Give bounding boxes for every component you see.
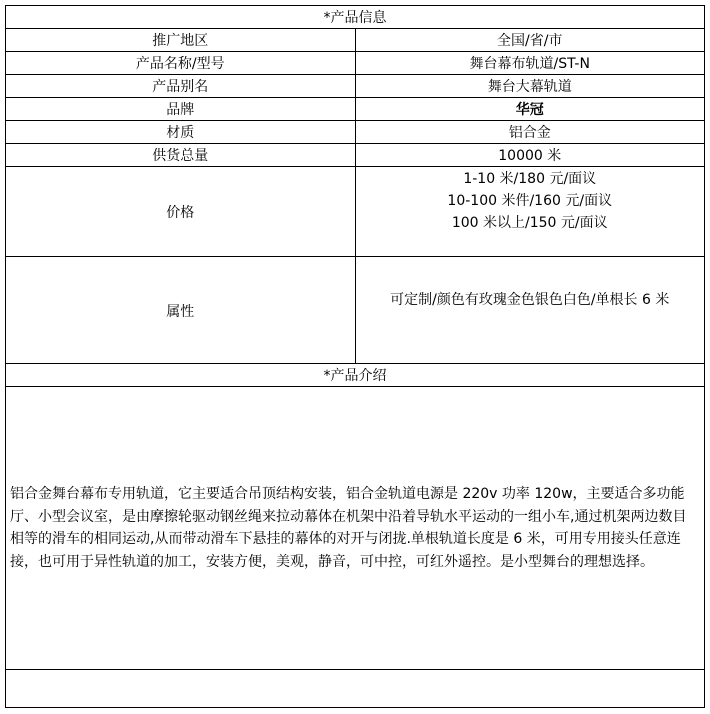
table-row: [6, 98, 705, 121]
row-value-material: 铝合金: [355, 121, 705, 144]
section-header-row: [6, 364, 705, 387]
product-table: [5, 5, 705, 708]
row-value-alias: 舞台大幕轨道: [355, 75, 705, 98]
row-value-supply: 10000 米: [355, 144, 705, 167]
attribute-row: [6, 257, 705, 364]
row-label-attribute: 属性: [6, 257, 356, 364]
empty-cell: [6, 670, 705, 708]
row-value-price: [355, 167, 705, 257]
table-row: [6, 144, 705, 167]
empty-row: [6, 670, 705, 708]
description-row: [6, 387, 705, 670]
table-row: [6, 121, 705, 144]
section-title-info: *产品信息: [6, 6, 705, 29]
row-label-material: 材质: [6, 121, 356, 144]
row-label-region: 推广地区: [6, 29, 356, 52]
row-value-region: 全国/省/市: [355, 29, 705, 52]
table-row: [6, 29, 705, 52]
price-line-2: 10-100 米件/160 元/面议: [447, 193, 613, 209]
row-value-model: 舞台幕布轨道/ST-N: [355, 52, 705, 75]
row-value-attribute: 可定制/颜色有玫瑰金色银色白色/单根长 6 米: [355, 257, 705, 364]
product-description: 铝合金舞台幕布专用轨道，它主要适合吊顶结构安装，铝合金轨道电源是 220v 功率 120w，主要适合多功能厅、小型会议室，是由摩擦轮驱动钢丝绳来拉动幕体在机架中沿着导轨水平运动的一组小车,通过机架两边数目相等的滑车的相同运动,从而带动滑车下悬挂的幕体的对开与闭拢.单根轨道长度是 6 米，可用专用接头任意连接，也可用于异性轨道的加工，安装方便，美观，静音，可中控，可红外遥控。是小型舞台的理想选择。: [6, 387, 705, 670]
price-row: [6, 167, 705, 257]
section-header-row: [6, 6, 705, 29]
row-label-model: 产品名称/型号: [6, 52, 356, 75]
table-row: [6, 75, 705, 98]
price-line-3: 100 米以上/150 元/面议: [451, 215, 608, 231]
price-line-1: 1-10 米/180 元/面议: [463, 171, 597, 187]
row-value-brand: 华冠: [355, 98, 705, 121]
row-label-alias: 产品别名: [6, 75, 356, 98]
section-title-intro: *产品介绍: [6, 364, 705, 387]
table-row: [6, 52, 705, 75]
row-label-supply: 供货总量: [6, 144, 356, 167]
row-label-brand: 品牌: [6, 98, 356, 121]
row-label-price: 价格: [6, 167, 356, 257]
